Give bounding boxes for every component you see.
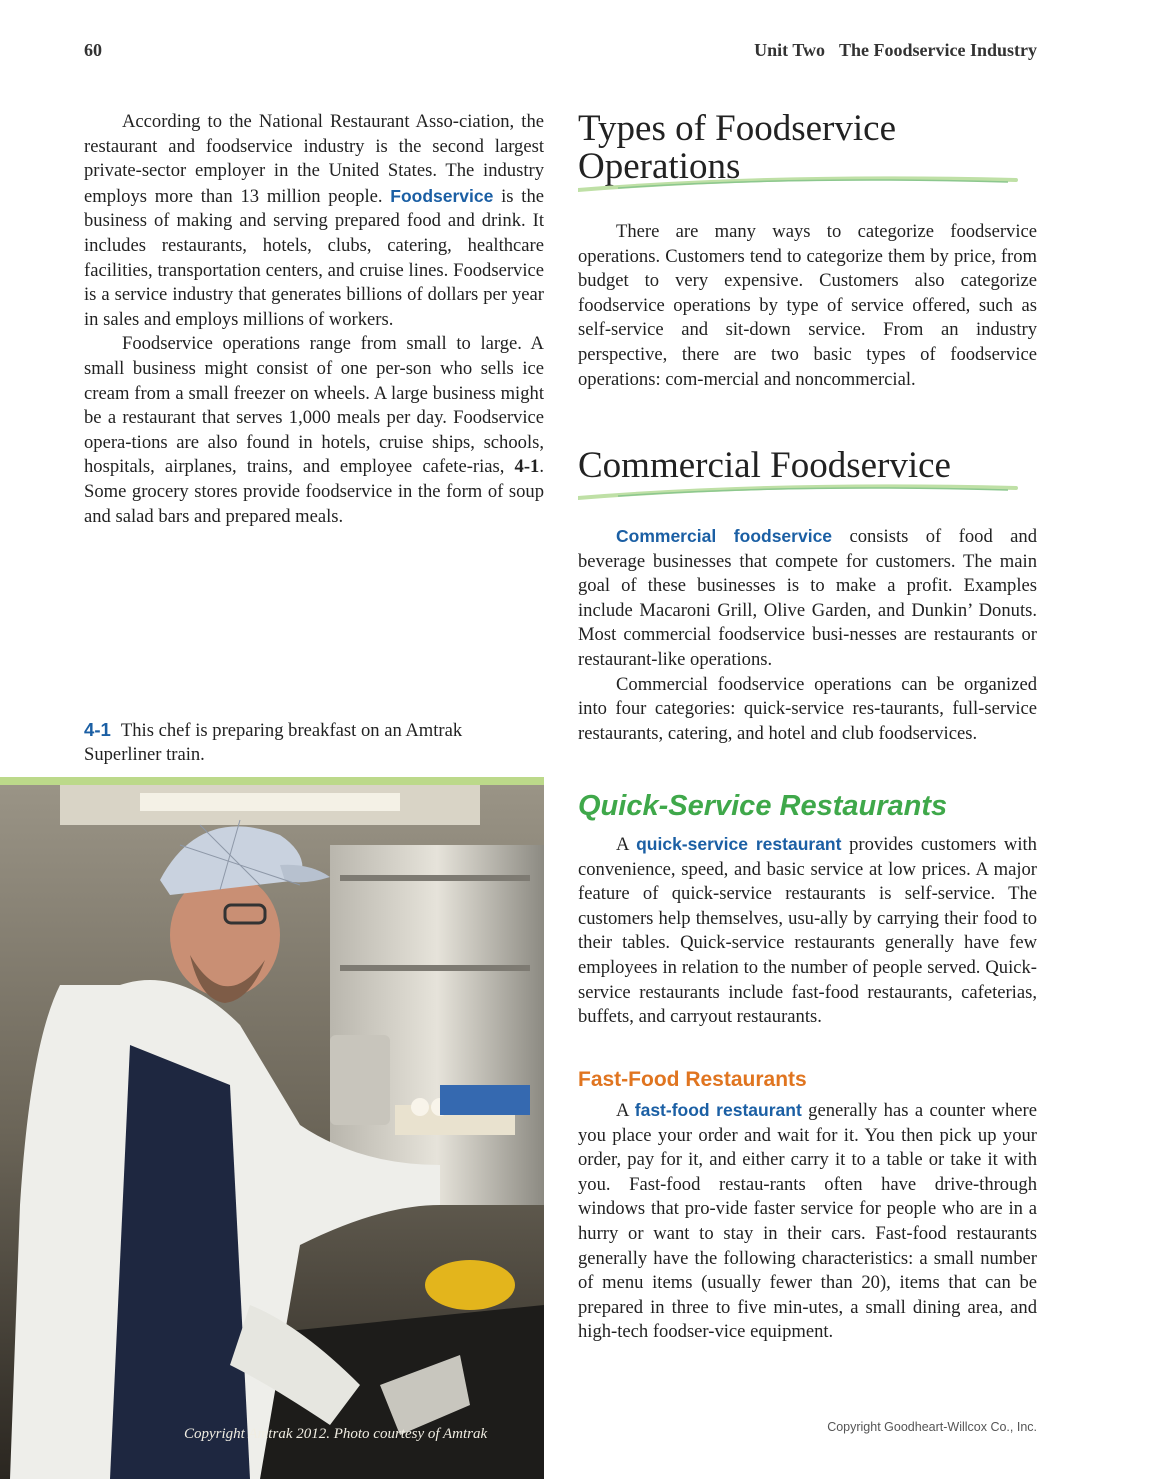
heading-types-of-foodservice: Types of Foodservice Operations — [578, 108, 897, 187]
types-paragraph: There are many ways to categorize foodservice operations. Customers tend to categorize them by price, from budget to very expensive. Customers also categorize foodservice operations by type of service offered, such as self-service and sit-down service. From an industry perspective, there are two basic types of foodservice operations: com-mercial and noncommercial. — [578, 221, 1037, 390]
chapter-title: The Foodservice Industry — [839, 40, 1037, 60]
term-foodservice: Foodservice — [390, 185, 494, 206]
commercial-paragraph-2: Commercial foodservice operations can be organized into four categories: quick-service res-taurants, full-service restaurants, catering, and hotel and club foodservices. — [578, 673, 1037, 744]
left-column — [84, 110, 544, 529]
chef-photo-illustration — [0, 785, 544, 1479]
term-quick-service-restaurant: quick-service restaurant — [636, 834, 842, 854]
heading-fast-food: Fast-Food Restaurants — [578, 1068, 807, 1091]
operations-paragraph: Foodservice operations range from small to large. A small business might consist of one per-son who sells ice cream from a small freezer on wheels. A large business might be a restaurant that serves 1,000 meals per day. Foodservice opera-tions are also found in hotels, cruise ships, schools, hospitals, airplanes, trains, and employee cafete-rias, 4-1. Some grocery stores provide foodservice in the form of soup and salad bars and prepared meals. — [84, 333, 544, 527]
figure-number: 4-1 — [84, 719, 111, 740]
fast-food-column — [578, 1098, 1037, 1345]
fast-food-paragraph: A fast-food restaurant generally has a counter where you place your order and wait for it. You then pick up your order, pay for it, and either carry it to a table or take it with you. Fast-food restau-rants often have drive-through windows that pro-vide faster service for people who are in a hurry or want to stay in their cars. Fast-food restaurants generally have the following characteristics: a small number of menu items (usually fewer than 20), items that can be prepared in three to five min-utes, a small dining area, and high-tech foodser-vice equipment. — [578, 1100, 1037, 1343]
figure-caption — [84, 718, 504, 767]
intro-paragraph: According to the National Restaurant Asso-ciation, the restaurant and foodservice industry is the second largest private-sector employer in the United States. The industry employs more than 13 million people. Foodservice is the business of making and serving prepared food and drink. It includes restaurants, hotels, clubs, catering, healthcare facilities, transportation centers, and cruise lines. Foodservice is a service industry that generates billions of dollars per year in sales and employs millions of workers. — [84, 111, 544, 330]
heading-commercial-foodservice: Commercial Foodservice — [578, 445, 951, 486]
chef-photo — [0, 785, 544, 1479]
photo-credit: Copyright Amtrak 2012. Photo courtesy of Amtrak — [184, 1426, 488, 1442]
heading-swoosh-1 — [578, 168, 1018, 194]
figure-reference: 4-1 — [514, 456, 540, 478]
types-column — [578, 220, 1037, 392]
term-commercial-foodservice: Commercial foodservice — [616, 526, 833, 546]
footer-copyright: Copyright Goodheart-Willcox Co., Inc. — [827, 1420, 1037, 1434]
quick-service-paragraph: A quick-service restaurant provides customers with convenience, speed, and basic service at low prices. A major feature of quick-service restaurants is self-service. The customers help themselves, usu-ally by carrying their food to their tables. Quick-service restaurants generally have few employees in relation to the number of people served. Quick-service restaurants include fast-food restaurants, cafeterias, buffets, and carryout restaurants. — [578, 834, 1037, 1028]
quick-service-column — [578, 832, 1037, 1030]
heading-quick-service: Quick-Service Restaurants — [578, 790, 948, 822]
unit-label: Unit Two — [754, 40, 825, 60]
term-fast-food-restaurant: fast-food restaurant — [634, 1100, 802, 1120]
figure-caption-text: This chef is preparing breakfast on an Amtrak Superliner train. — [84, 720, 463, 765]
photo-top-rule — [0, 777, 544, 785]
heading-swoosh-2 — [578, 476, 1018, 502]
commercial-column — [578, 524, 1037, 746]
page-number: 60 — [84, 40, 102, 60]
commercial-paragraph-1: Commercial foodservice consists of food and beverage businesses that compete for customers. The main goal of these businesses is to make a profit. Examples include Macaroni Grill, Olive Garden, and Dunkin’ Donuts. Most commercial foodservice busi-nesses are restaurants or restaurant-like operations. — [578, 526, 1037, 670]
running-header — [754, 40, 1037, 61]
